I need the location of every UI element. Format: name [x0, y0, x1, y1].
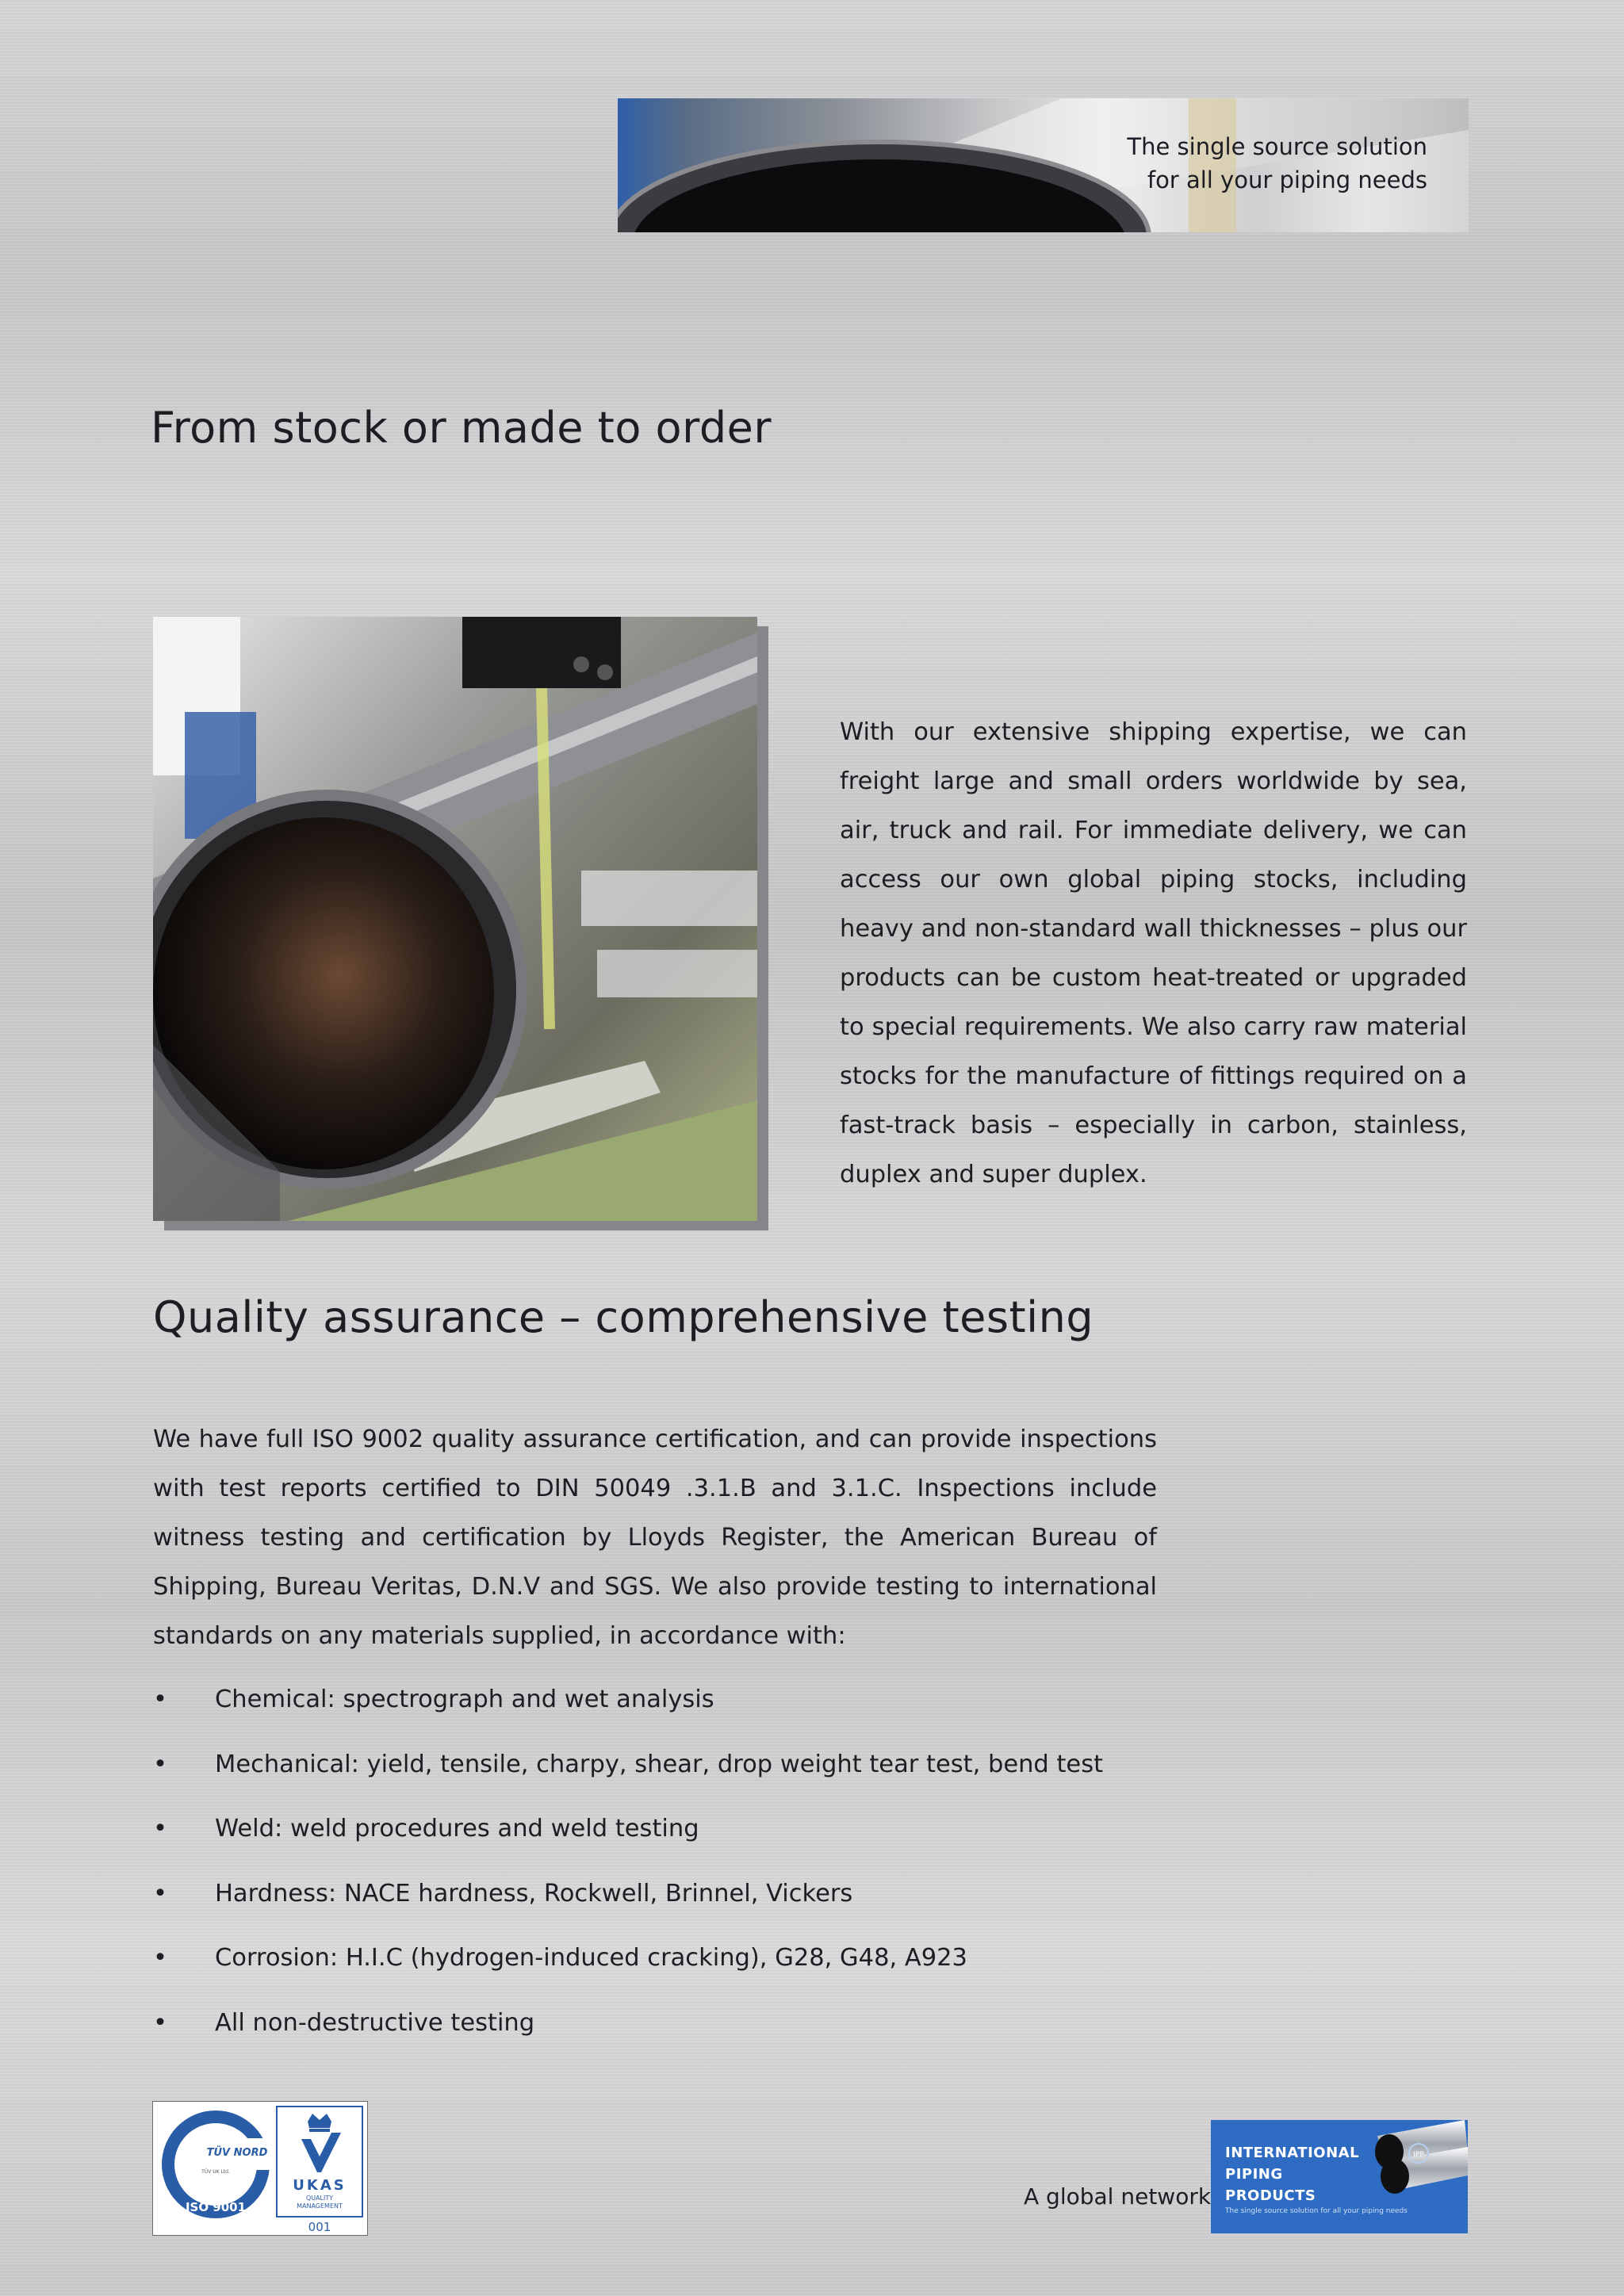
list-item	[153, 1804, 1184, 1869]
bullet-icon: •	[153, 1750, 167, 1778]
ipp-logo-name	[1225, 2142, 1359, 2206]
list-item-text: Corrosion: H.I.C (hydrogen-induced cracking), G28, G48, A923	[215, 1944, 967, 1972]
bullet-icon: •	[153, 1686, 167, 1713]
list-item-text: All non-destructive testing	[215, 2008, 535, 2037]
ipp-tagline: The single source solution for all your piping needs	[1225, 2207, 1408, 2215]
quality-paragraph: We have full ISO 9002 quality assurance certification, and can provide inspections with test reports certified to DIN 50049 .3.1.B and 3.1.C. Inspections include witness testing and certification by Lloyds Register, the American Bureau of Shipping, Bureau Veritas, D.N.V and SGS. We also provide testing to international standards on any materials supplied, in accordance with:	[153, 1425, 1157, 1650]
pipe-cutting-photo	[153, 617, 757, 1221]
ukas-brand-text: UKAS	[293, 2177, 347, 2194]
tuv-nord-logo	[158, 2107, 274, 2222]
tuv-standard-text: ISO 9001	[185, 2200, 247, 2214]
ipp-line-2: PIPING	[1225, 2166, 1283, 2183]
bullet-icon: •	[153, 2008, 167, 2037]
certification-logos	[152, 2101, 368, 2236]
ukas-logo	[276, 2106, 363, 2218]
list-item	[153, 1933, 1184, 1998]
ipp-logo	[1211, 2120, 1468, 2233]
section-heading-stock: From stock or made to order	[151, 403, 772, 453]
list-item-text: Weld: weld procedures and weld testing	[215, 1815, 699, 1843]
global-network-label: A global network	[1024, 2183, 1212, 2210]
banner-line-2: for all your piping needs	[1147, 166, 1427, 193]
ipp-line-1: INTERNATIONAL	[1225, 2145, 1360, 2161]
bullet-icon: •	[153, 1815, 167, 1843]
ukas-line-1: QUALITY	[305, 2195, 334, 2202]
ipp-line-3: PRODUCTS	[1225, 2187, 1316, 2204]
header-banner	[618, 98, 1469, 232]
ukas-number: 001	[308, 2220, 331, 2234]
list-item-text: Mechanical: yield, tensile, charpy, shear, drop weight tear test, bend test	[215, 1750, 1104, 1778]
list-item	[153, 1674, 1184, 1739]
banner-tagline	[1127, 130, 1427, 197]
banner-line-1: The single source solution	[1127, 133, 1427, 160]
bullet-icon: •	[153, 1944, 167, 1972]
shipping-paragraph: With our extensive shipping expertise, we can freight large and small orders worldwide by sea, air, truck and rail. For immediate delivery, we can access our own global piping stocks, including heavy and non-standard wall thicknesses – plus our products can be custom heat-treated or upgraded to special requirements. We also carry raw material stocks for the manufacture of fittings required on a fast-track basis – especially in carbon, stainless, duplex and super duplex.	[840, 718, 1467, 1188]
list-item	[153, 1998, 1184, 2063]
list-item	[153, 1869, 1184, 1934]
bullet-icon: •	[153, 1879, 167, 1908]
ukas-line-2: MANAGEMENT	[297, 2202, 343, 2210]
testing-list	[153, 1674, 1184, 2062]
list-item	[153, 1739, 1184, 1804]
list-item-text: Hardness: NACE hardness, Rockwell, Brinnel, Vickers	[215, 1879, 853, 1908]
section-heading-quality: Quality assurance – comprehensive testing	[153, 1292, 1094, 1342]
ipp-badge-text: IPP	[1413, 2151, 1424, 2159]
tuv-small-text: TÜV UK Ltd.	[201, 2169, 230, 2175]
tuv-brand-text: TÜV NORD	[206, 2147, 268, 2159]
list-item-text: Chemical: spectrograph and wet analysis	[215, 1686, 714, 1713]
